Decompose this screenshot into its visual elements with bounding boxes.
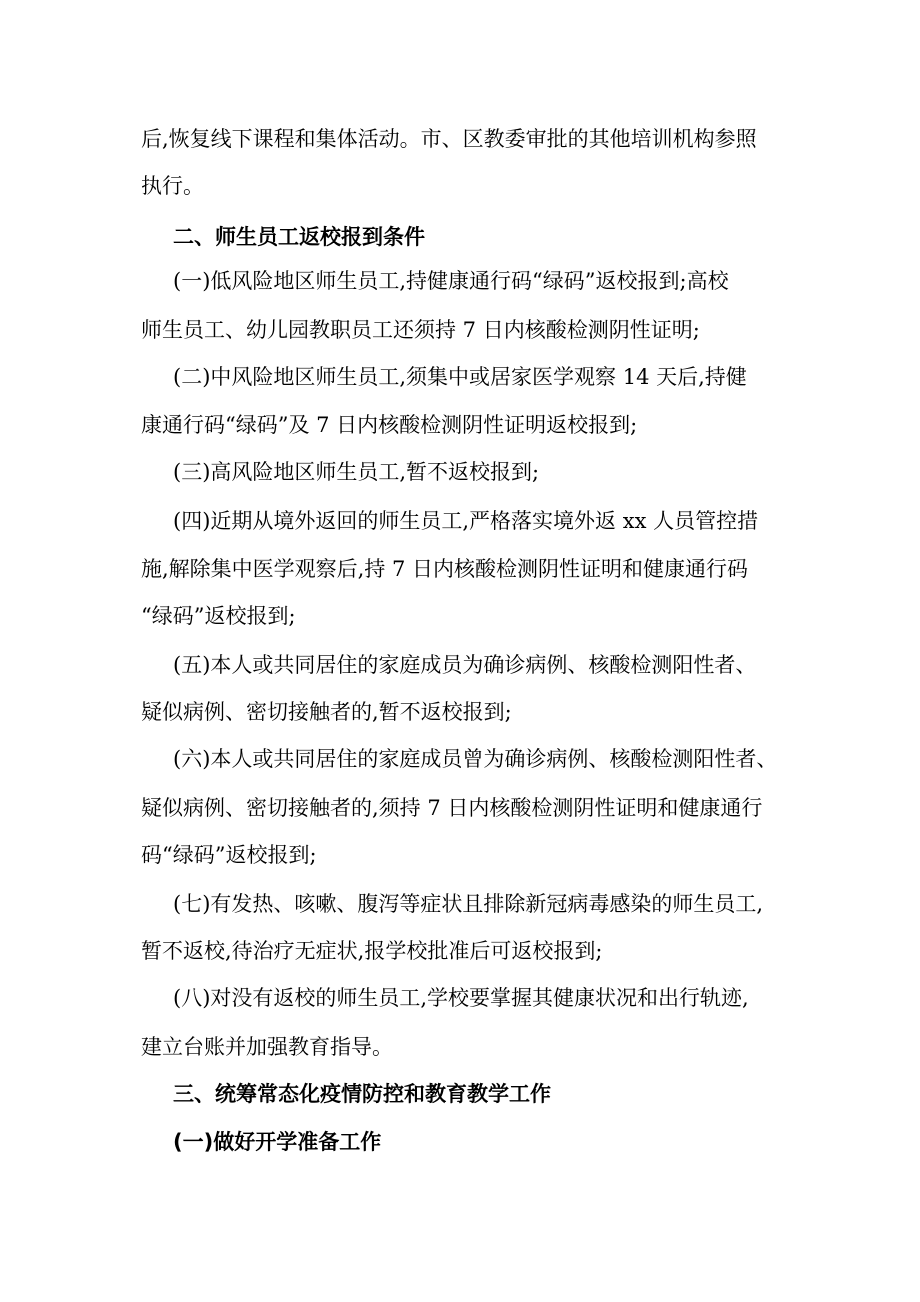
text-line: (二)中风险地区师生员工,须集中或居家医学观察 14 天后,持健	[173, 365, 747, 389]
text-line: (七)有发热、咳嗽、腹泻等症状且排除新冠病毒感染的师生员工,	[173, 892, 764, 916]
text-line: 码“绿码”返校报到;	[141, 843, 317, 867]
text-line: (一)低风险地区师生员工,持健康通行码“绿码”返校报到;高校	[173, 269, 729, 293]
text-line: (五)本人或共同居住的家庭成员为确诊病例、核酸检测阳性者、	[173, 653, 757, 677]
text-line: (三)高风险地区师生员工,暂不返校报到;	[173, 460, 540, 484]
subsection-heading: (一)做好开学准备工作	[173, 1130, 382, 1154]
text-line: 暂不返校,待治疗无症状,报学校批准后可返校报到;	[141, 939, 603, 963]
text-line: 执行。	[141, 174, 204, 198]
text-line: 疑似病例、密切接触者的,须持 7 日内核酸检测阴性证明和健康通行	[141, 796, 763, 820]
text-line: 师生员工、幼儿园教职员工还须持 7 日内核酸检测阴性证明;	[141, 318, 700, 342]
text-line: “绿码”返校报到;	[141, 604, 296, 628]
text-line: 疑似病例、密切接触者的,暂不返校报到;	[141, 700, 512, 724]
section-heading-2: 二、师生员工返校报到条件	[173, 225, 425, 249]
text-line: (八)对没有返校的师生员工,学校要掌握其健康状况和出行轨迹,	[173, 986, 749, 1010]
text-line: 后,恢复线下课程和集体活动。市、区教委审批的其他培训机构参照	[141, 127, 757, 151]
text-line: 建立台账并加强教育指导。	[141, 1035, 393, 1059]
text-line: (四)近期从境外返回的师生员工,严格落实境外返 xx 人员管控措	[173, 509, 759, 533]
text-line: 施,解除集中医学观察后,持 7 日内核酸检测阴性证明和健康通行码	[141, 557, 749, 581]
text-line: (六)本人或共同居住的家庭成员曾为确诊病例、核酸检测阳性者、	[173, 747, 778, 771]
text-line: 康通行码“绿码”及 7 日内核酸检测阴性证明返校报到;	[141, 413, 638, 437]
section-heading-3: 三、统筹常态化疫情防控和教育教学工作	[173, 1082, 551, 1106]
